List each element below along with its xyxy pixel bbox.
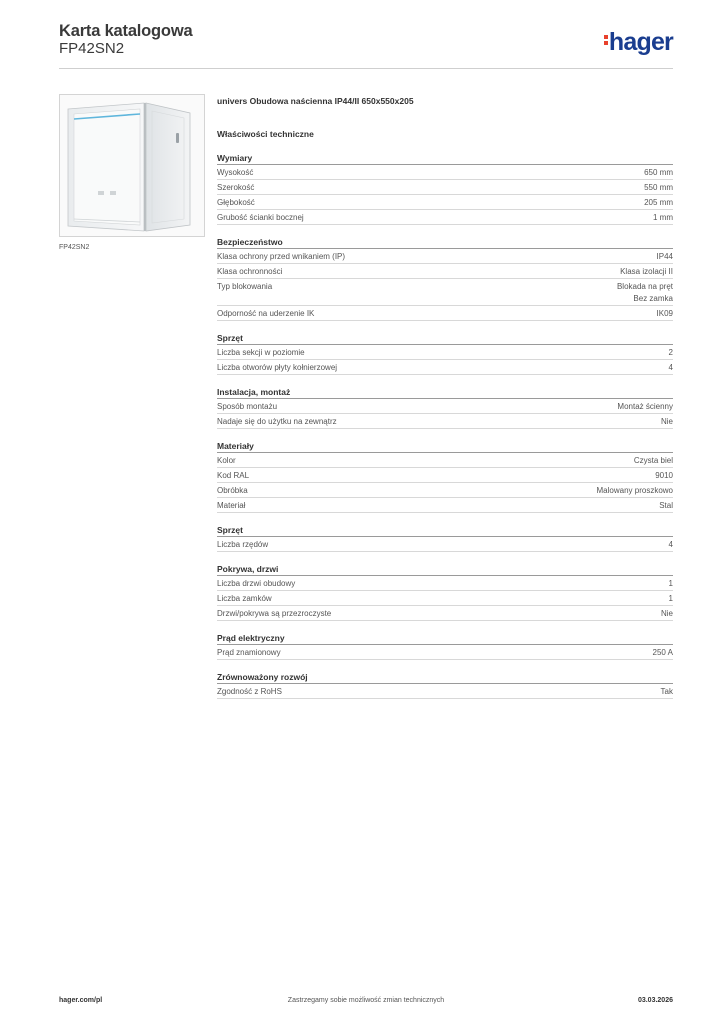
property-value bbox=[597, 485, 673, 497]
property-label: Nadaje się do użytku na zewnątrz bbox=[217, 417, 337, 426]
property-label: Kod RAL bbox=[217, 471, 250, 480]
header-divider bbox=[59, 68, 673, 69]
property-group bbox=[217, 524, 673, 552]
property-value-text: Tak bbox=[660, 687, 673, 696]
property-value bbox=[657, 251, 673, 263]
property-value bbox=[669, 539, 673, 551]
property-row bbox=[217, 345, 673, 360]
property-label: Szerokość bbox=[217, 183, 255, 192]
document-title: Karta katalogowa bbox=[59, 22, 193, 40]
property-row bbox=[217, 453, 673, 468]
property-label: Wysokość bbox=[217, 168, 254, 177]
property-value-text: 4 bbox=[668, 363, 673, 372]
footer-website[interactable]: hager.com/pl bbox=[59, 997, 103, 1004]
property-value bbox=[617, 281, 673, 305]
group-title: Materiały bbox=[217, 440, 673, 453]
footer-disclaimer: Zastrzegamy sobie możliwość zmian technicznych bbox=[287, 997, 445, 1004]
property-label: Prąd znamionowy bbox=[217, 648, 281, 657]
property-value bbox=[659, 500, 673, 512]
property-value bbox=[620, 266, 673, 278]
property-value-text: 550 mm bbox=[644, 183, 673, 192]
property-value-text: 9010 bbox=[655, 471, 673, 480]
property-value-text: 1 mm bbox=[653, 213, 673, 222]
group-title: Wymiary bbox=[217, 152, 673, 165]
property-group bbox=[217, 152, 673, 225]
property-row bbox=[217, 360, 673, 375]
property-group bbox=[217, 671, 673, 699]
group-title: Prąd elektryczny bbox=[217, 632, 673, 645]
property-value-text: Nie bbox=[660, 417, 673, 426]
group-title: Sprzęt bbox=[217, 524, 673, 537]
group-title: Sprzęt bbox=[217, 332, 673, 345]
property-row bbox=[217, 645, 673, 660]
property-value bbox=[669, 593, 673, 605]
property-value-text: Czysta biel bbox=[633, 456, 673, 465]
property-row bbox=[217, 195, 673, 210]
property-label: Klasa ochronności bbox=[217, 267, 283, 276]
property-label: Drzwi/pokrywa są przezroczyste bbox=[217, 609, 332, 618]
property-value bbox=[661, 686, 673, 698]
property-value-text: Malowany proszkowo bbox=[596, 486, 673, 495]
property-value-text: Montaż ścienny bbox=[617, 402, 673, 411]
property-group bbox=[217, 386, 673, 429]
group-title: Instalacja, montaż bbox=[217, 386, 673, 399]
property-label: Grubość ścianki bocznej bbox=[217, 213, 304, 222]
property-row bbox=[217, 249, 673, 264]
property-label: Klasa ochrony przed wnikaniem (IP) bbox=[217, 252, 346, 261]
property-group bbox=[217, 563, 673, 621]
property-label: Sposób montażu bbox=[217, 402, 278, 411]
technical-properties-heading: Właściwości techniczne bbox=[217, 129, 314, 139]
property-value-text: 1 bbox=[668, 579, 673, 588]
property-value-text: 650 mm bbox=[644, 168, 673, 177]
property-value-text: 4 bbox=[668, 540, 673, 549]
property-value bbox=[634, 455, 673, 467]
property-value bbox=[644, 167, 673, 179]
property-label: Kolor bbox=[217, 456, 236, 465]
property-row bbox=[217, 591, 673, 606]
property-label: Zgodność z RoHS bbox=[217, 687, 282, 696]
property-value-text: Stal bbox=[659, 501, 673, 510]
product-name: univers Obudowa naścienna IP44/II 650x550x205 bbox=[217, 96, 414, 106]
property-label: Liczba rzędów bbox=[217, 540, 269, 549]
property-value bbox=[657, 308, 673, 320]
property-row bbox=[217, 180, 673, 195]
property-row bbox=[217, 468, 673, 483]
logo-dots-icon bbox=[604, 33, 608, 47]
group-title: Bezpieczeństwo bbox=[217, 236, 673, 249]
product-code: FP42SN2 bbox=[59, 40, 125, 57]
property-row bbox=[217, 210, 673, 225]
group-title: Pokrywa, drzwi bbox=[217, 563, 673, 576]
property-value-text: Nie bbox=[660, 609, 673, 618]
property-label: Liczba sekcji w poziomie bbox=[217, 348, 305, 357]
property-row bbox=[217, 684, 673, 699]
property-label: Liczba drzwi obudowy bbox=[217, 579, 296, 588]
property-value bbox=[653, 212, 673, 224]
property-value-text: IP44 bbox=[656, 252, 673, 261]
property-group bbox=[217, 236, 673, 321]
property-label: Liczba zamków bbox=[217, 594, 272, 603]
property-value bbox=[644, 197, 673, 209]
property-value bbox=[669, 578, 673, 590]
hager-logo bbox=[604, 28, 673, 57]
property-group bbox=[217, 440, 673, 513]
property-value bbox=[669, 362, 673, 374]
property-row bbox=[217, 483, 673, 498]
property-row bbox=[217, 498, 673, 513]
photo-caption: FP42SN2 bbox=[59, 244, 90, 251]
property-value-text: IK09 bbox=[656, 309, 673, 318]
property-label: Odporność na uderzenie IK bbox=[217, 309, 315, 318]
property-label: Materiał bbox=[217, 501, 246, 510]
enclosure-illustration bbox=[60, 95, 204, 236]
product-photo bbox=[59, 94, 205, 237]
property-row bbox=[217, 306, 673, 321]
property-value bbox=[653, 647, 673, 659]
technical-sheet bbox=[217, 96, 673, 699]
property-value bbox=[661, 416, 673, 428]
property-group bbox=[217, 632, 673, 660]
property-row bbox=[217, 537, 673, 552]
property-row bbox=[217, 414, 673, 429]
property-value-text: 2 bbox=[668, 348, 673, 357]
property-value-text: 1 bbox=[668, 594, 673, 603]
property-value bbox=[655, 470, 673, 482]
property-value bbox=[669, 347, 673, 359]
property-row bbox=[217, 279, 673, 306]
group-title: Zrównoważony rozwój bbox=[217, 671, 673, 684]
property-value bbox=[661, 608, 673, 620]
property-row bbox=[217, 264, 673, 279]
property-value-text: 250 A bbox=[652, 648, 673, 657]
page-header bbox=[59, 20, 673, 70]
property-group bbox=[217, 332, 673, 375]
property-label: Głębokość bbox=[217, 198, 255, 207]
property-label: Typ blokowania bbox=[217, 282, 273, 291]
property-value-text: Blokada na pręt bbox=[616, 282, 673, 291]
property-row bbox=[217, 576, 673, 591]
property-value-text: Bez zamka bbox=[633, 294, 673, 303]
property-row bbox=[217, 606, 673, 621]
footer-date: 03.03.2026 bbox=[637, 997, 673, 1004]
property-value-text: Klasa izolacji II bbox=[620, 267, 673, 276]
property-label: Obróbka bbox=[217, 486, 248, 495]
property-label: Liczba otworów płyty kołnierzowej bbox=[217, 363, 338, 372]
property-value bbox=[644, 182, 673, 194]
property-value-text: 205 mm bbox=[644, 198, 673, 207]
logo-text: hager bbox=[608, 28, 673, 56]
property-value bbox=[617, 401, 673, 413]
property-row bbox=[217, 165, 673, 180]
property-row bbox=[217, 399, 673, 414]
property-groups bbox=[217, 152, 673, 699]
